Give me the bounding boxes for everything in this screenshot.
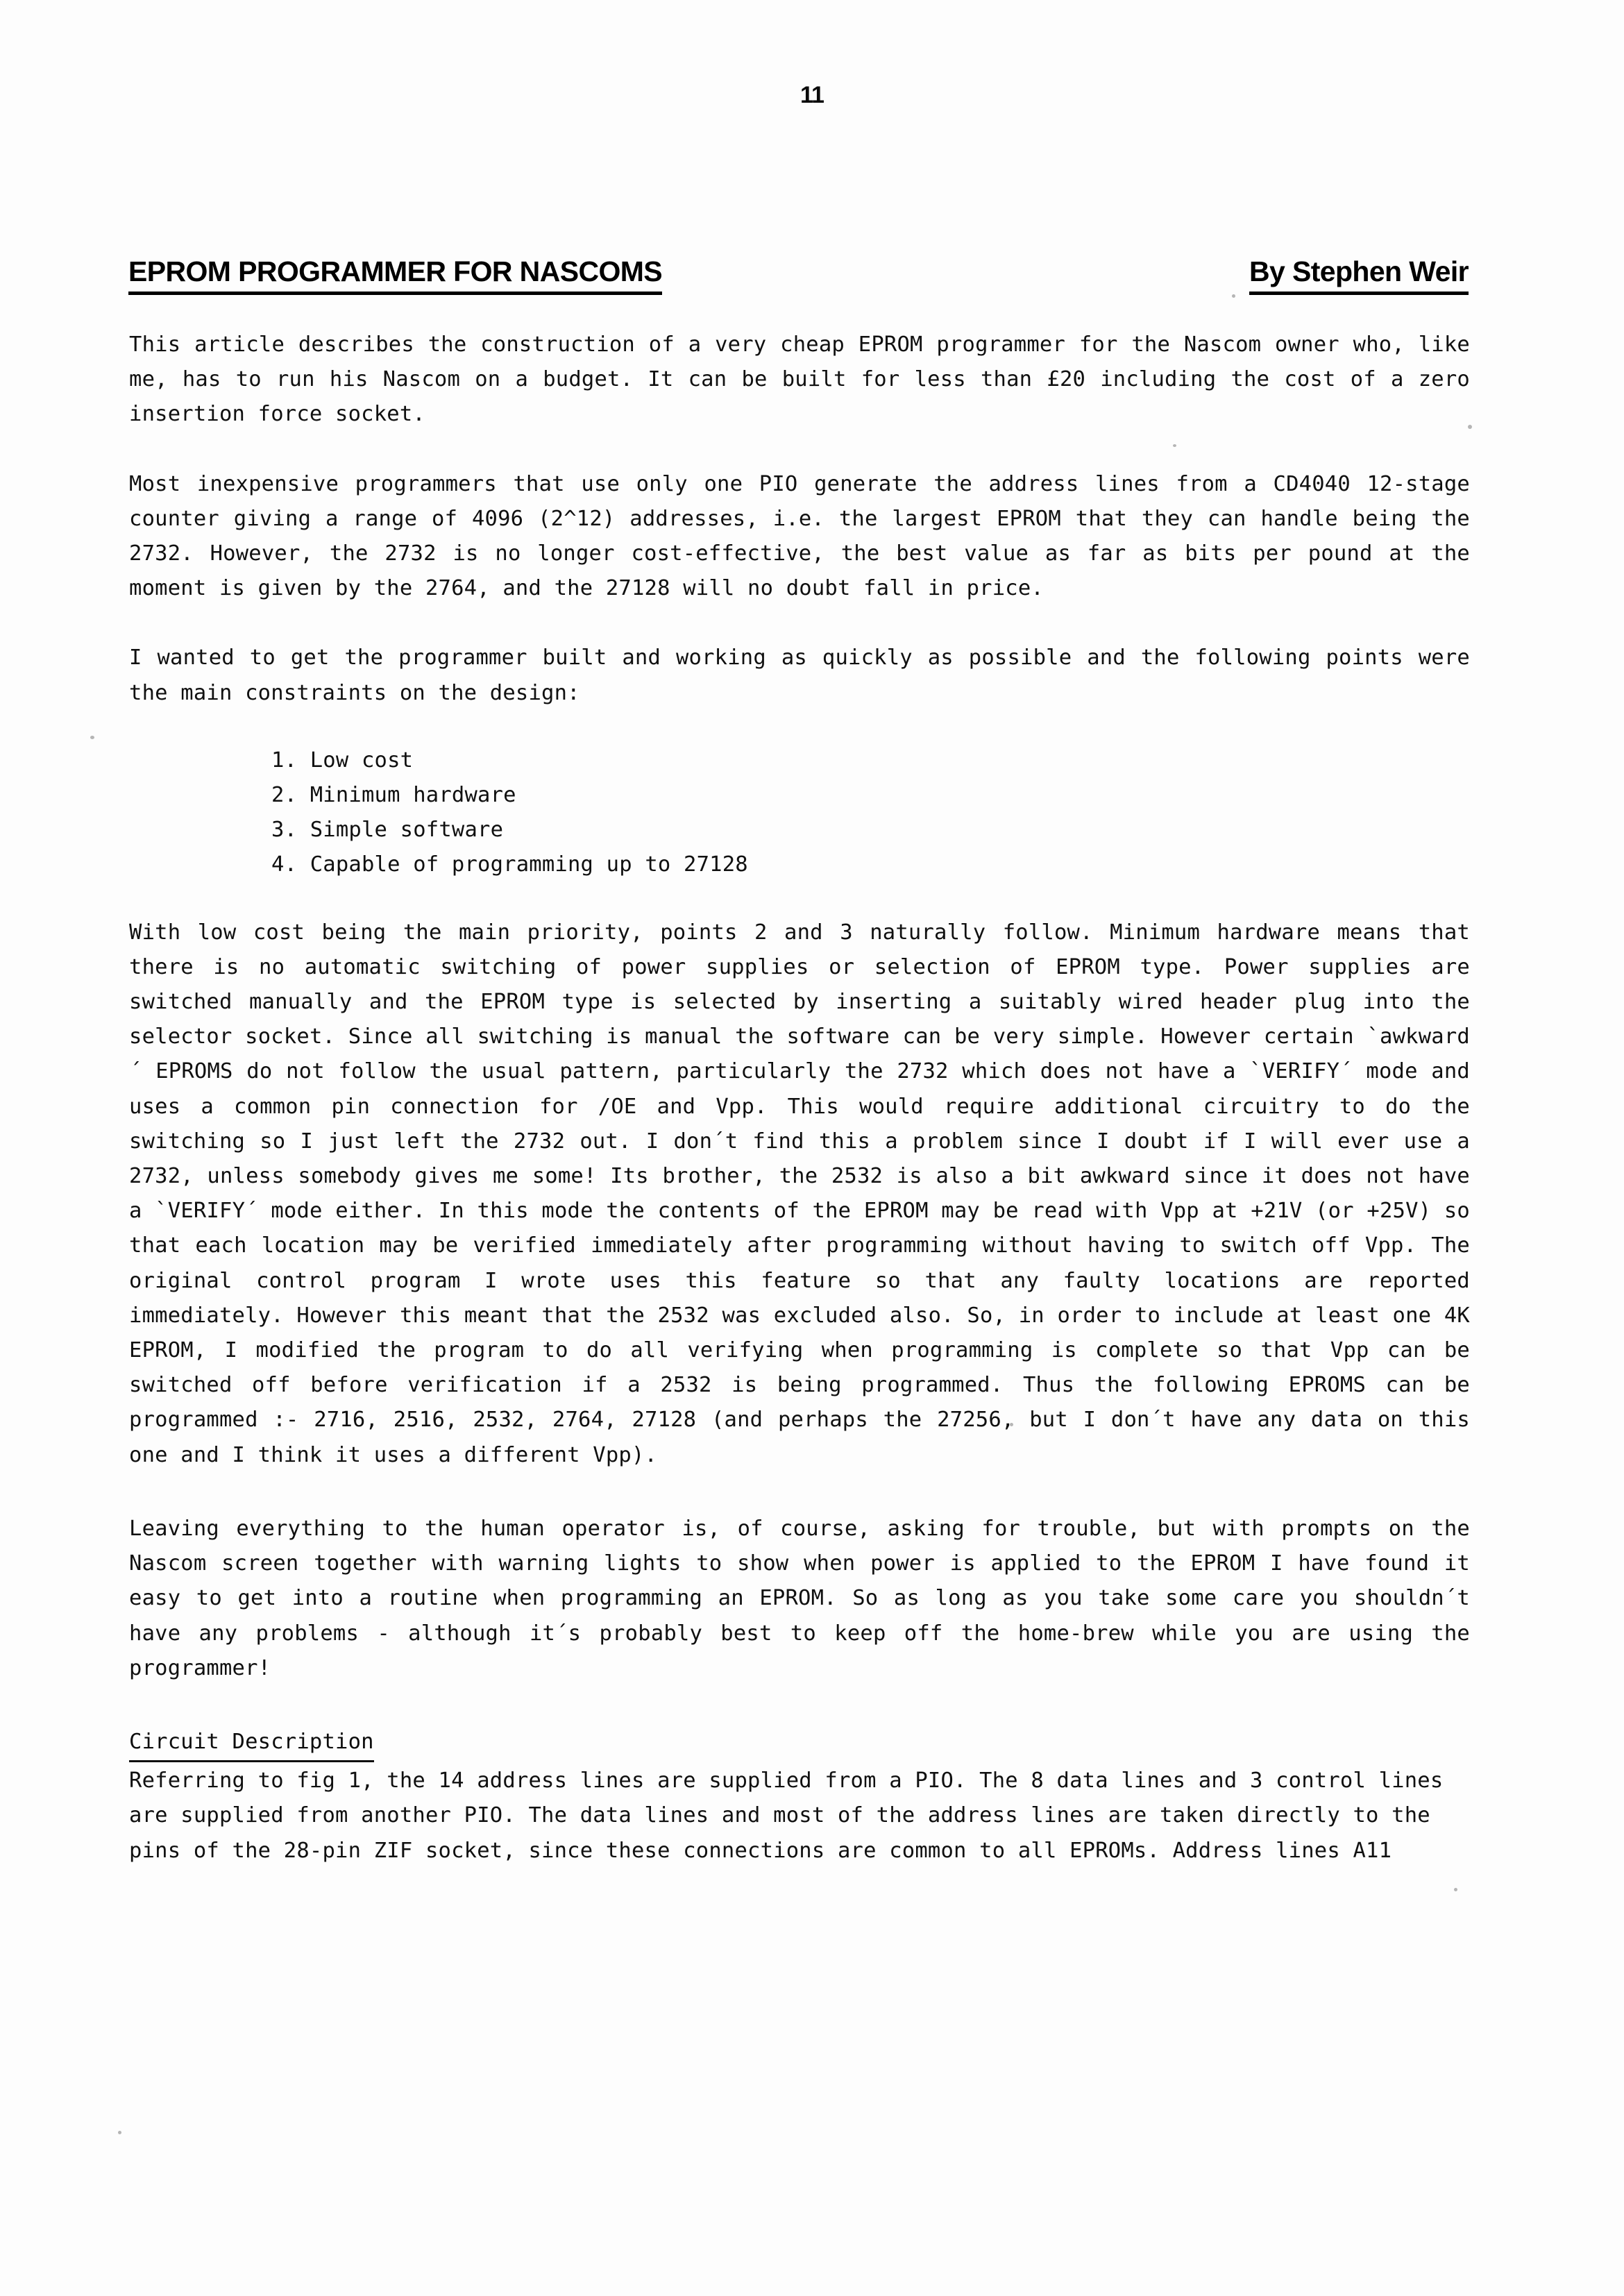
- article-header: [128, 255, 1471, 295]
- scan-speckle: [1454, 1888, 1457, 1891]
- paragraph-spacer: [129, 432, 1470, 467]
- paragraph-inexpensive-programmers: Most inexpensive programmers that use only one PIO generate the address lines from a CD4040 12-stage counter giving a range of 4096 (2^12) addresses, i.e. the largest EPROM that they can handle being the 2732. However, the 2732 is no longer cost-effective, the best value as far as bits per pound at the moment is given by the 2764, and the 27128 will no doubt fall in price.: [129, 471, 1470, 601]
- section-spacer: [129, 1686, 1470, 1725]
- paragraph-spacer: [129, 1473, 1470, 1512]
- list-item: 2. Minimum hardware: [271, 783, 516, 808]
- article-title: EPROM PROGRAMMER FOR NASCOMS: [128, 255, 662, 295]
- paragraph-human-operator: Leaving everything to the human operator is, of course, asking for trouble, but with prompts on the Nascom screen together with warning lights to show when power is applied to the EPROM I have found it easy to get into a routine when programming an EPROM. So as long as you take some care you shouldn´t have any problems - although it´s probably best to keep off the home-brew while you are using the programmer!: [129, 1516, 1470, 1680]
- paragraph-spacer: [129, 606, 1470, 641]
- circuit-description-heading-row: [129, 1725, 1470, 1762]
- paragraph-spacer: [129, 883, 1470, 915]
- article-body: [129, 328, 1470, 1868]
- article-byline: By Stephen Weir: [1249, 255, 1469, 295]
- scan-speckle: [90, 736, 94, 739]
- design-constraints-list: [129, 743, 1470, 883]
- list-spacer: [129, 711, 1470, 743]
- paragraph-low-cost-priority: With low cost being the main priority, points 2 and 3 naturally follow. Minimum hardware means that there is no automatic switching of power supplies or selection of EPROM type. Power supplies are switched manually and the EPROM type is selected by inserting a suitably wired header plug into the selector socket. Since all switching is manual the software can be very simple. However certain `awkward´ EPROMS do not follow the usual pattern, particularly the 2732 which does not have a `VERIFY´ mode and uses a common pin connection for /OE and Vpp. This would require additional circuitry to do the switching so I just left the 2732 out. I don´t find this a problem since I doubt if I will ever use a 2732, unless somebody gives me some! Its brother, the 2532 is also a bit awkward since it does not have a `VERIFY´ mode either. In this mode the contents of the EPROM may be read with Vpp at +21V (or +25V) so that each location may be verified immediately after programming without having to switch off Vpp. The original control program I wrote uses this feature so that any faulty locations are reported immediately. However this meant that the 2532 was excluded also. So, in order to include at least one 4K EPROM, I modified the program to do all verifying when programming is complete so that Vpp can be switched off before verification if a 2532 is being programmed. Thus the following EPROMS can be programmed :- 2716, 2516, 2532, 2764, 27128 (and perhaps the 27256, but I don´t have any data on this one and I think it uses a different Vpp).: [129, 920, 1470, 1467]
- circuit-description-heading: Circuit Description: [129, 1725, 374, 1762]
- paragraph-design-constraints-intro: I wanted to get the programmer built and working as quickly as possible and the following points were the main constraints on the design:: [129, 645, 1470, 705]
- list-item: 4. Capable of programming up to 27128: [271, 852, 748, 877]
- scan-speckle: [118, 2131, 121, 2134]
- list-item: 1. Low cost: [271, 748, 414, 773]
- list-item: 3. Simple software: [271, 818, 504, 843]
- page-number: 11: [800, 82, 824, 108]
- paragraph-circuit-description: Referring to fig 1, the 14 address lines are supplied from a PIO. The 8 data lines and 3 control lines are supplied from another PIO. The data lines and most of the address lines are taken directly to the pins of the 28-pin ZIF socket, since these connections are common to all EPROMs. Address lines A11: [129, 1769, 1444, 1863]
- paragraph-intro: This article describes the construction of a very cheap EPROM programmer for the Nascom owner who, like me, has to run his Nascom on a budget. It can be built for less than £20 including the cost of a zero insertion force socket.: [129, 332, 1470, 427]
